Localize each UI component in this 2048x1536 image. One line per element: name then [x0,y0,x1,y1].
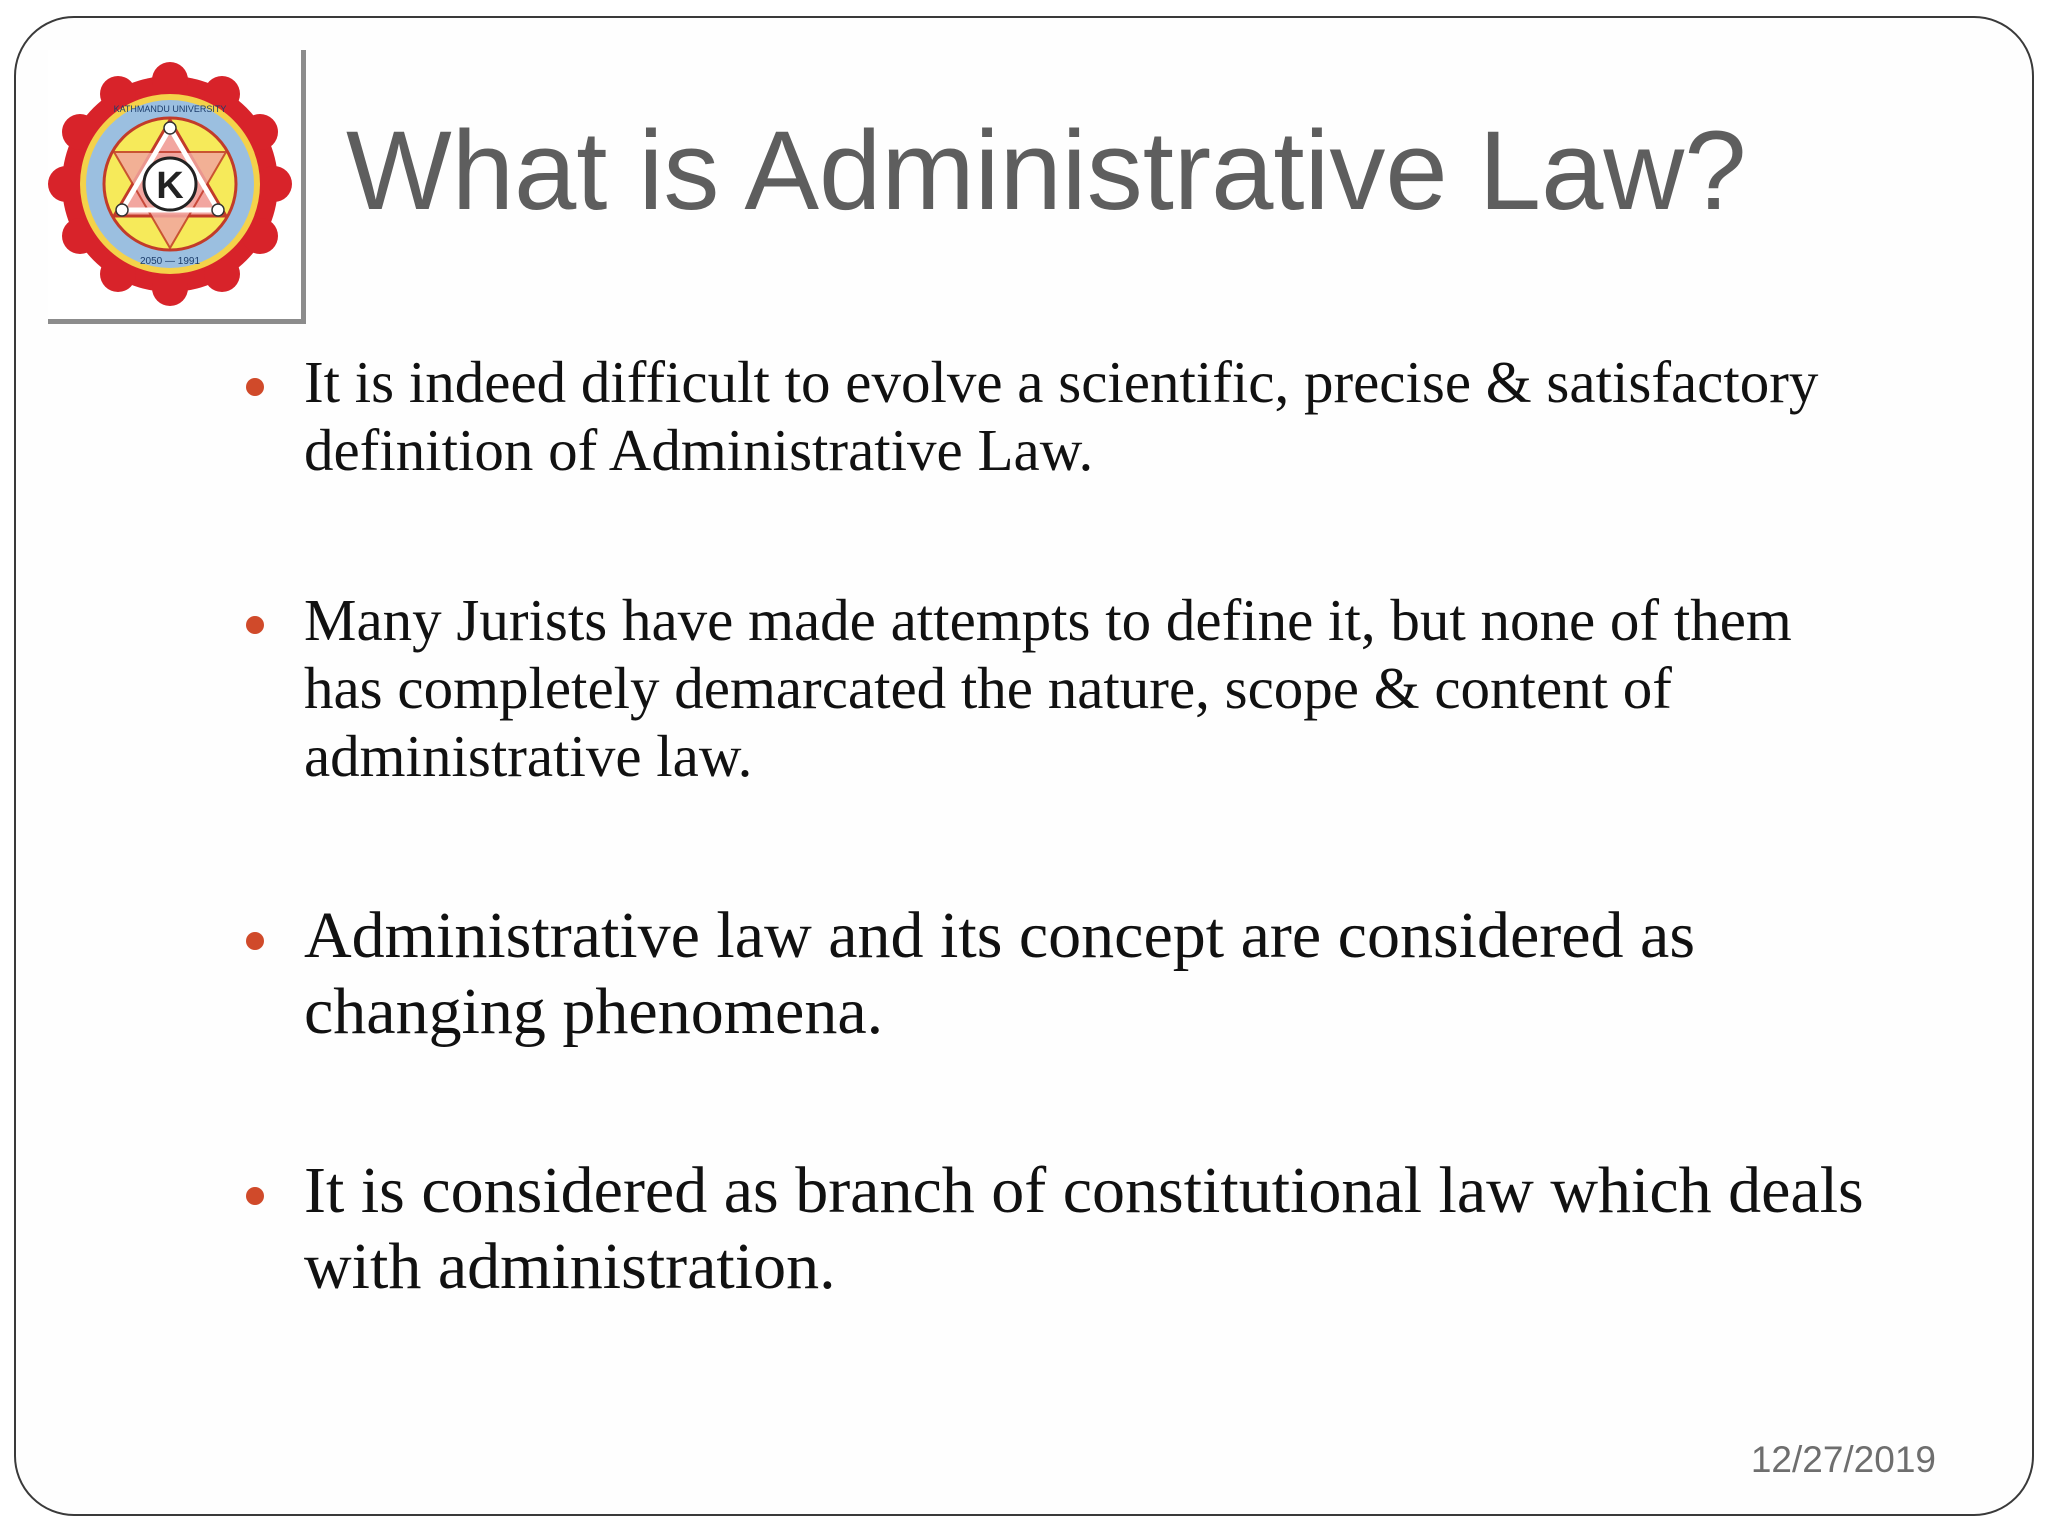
bullet-line: Many Jurists have made attempts to define it, but none of them [304,587,1792,653]
bullet-text [304,586,1792,790]
svg-text:2050 — 1991: 2050 — 1991 [139,256,201,267]
bullet-line: It is indeed difficult to evolve a scientific, precise & satisfactory [304,349,1819,415]
university-seal-logo [48,50,300,318]
bullet-line: changing phenomena. [304,975,884,1048]
bullet-line: It is considered as branch of constitutional law which deals [304,1154,1864,1227]
bullet-text [304,348,1818,484]
bullet-text [304,1153,1864,1305]
bullet-line: Administrative law and its concept are considered as [304,899,1696,972]
bullet-dot-icon [246,932,264,950]
bullet-line: administrative law. [304,723,753,789]
logo-frame [48,50,306,324]
seal-emblem-letter: K [156,165,184,207]
slide-title: What is Administrative Law? [346,108,1747,233]
bullet-dot-icon [246,1187,264,1205]
bullet-line: definition of Administrative Law. [304,417,1094,483]
slide [14,16,2034,1516]
bullet-line: with administration. [304,1230,836,1303]
bullet-line: has completely demarcated the nature, scope & content of [304,655,1672,721]
svg-text:KATHMANDU UNIVERSITY: KATHMANDU UNIVERSITY [113,104,227,114]
bullet-dot-icon [246,616,264,634]
bullet-text [304,898,1695,1050]
bullet-dot-icon [246,378,264,396]
slide-date: 12/27/2019 [1750,1439,1936,1480]
